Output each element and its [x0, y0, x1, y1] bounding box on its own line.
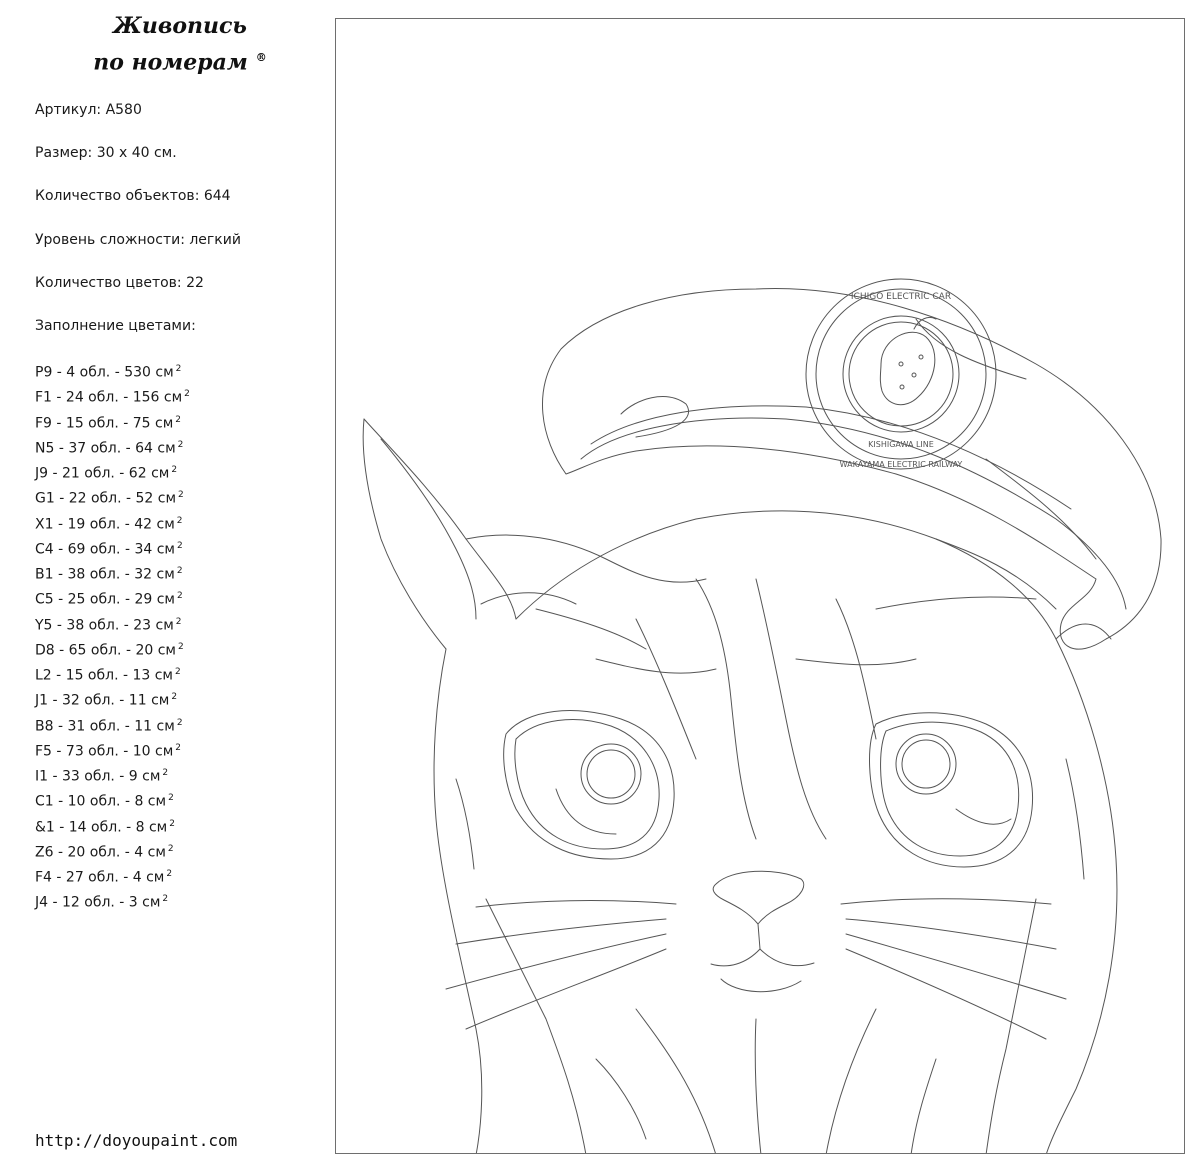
cat-nose-mouth: [711, 871, 814, 991]
palette-item-label: I1 - 33 обл. - 9 см: [35, 768, 161, 785]
palette-item: [35, 485, 190, 510]
palette-item-unit-power: 2: [184, 389, 190, 400]
palette-item-label: G1 - 22 обл. - 52 см: [35, 490, 177, 507]
badge-inner-text: KISHIGAWA LINE: [868, 440, 934, 449]
palette-item: [35, 359, 190, 384]
palette-item-unit-power: 2: [177, 439, 184, 450]
palette-item: [35, 713, 190, 738]
palette-item-unit-power: 2: [171, 692, 178, 703]
objects-count-text: Количество объектов: 644: [35, 188, 231, 205]
palette-item-unit-power: 2: [175, 667, 181, 677]
palette-item-label: &1 - 14 обл. - 8 см: [35, 819, 168, 836]
article-text: Артикул: А580: [35, 102, 142, 118]
cat-whiskers: [446, 597, 1066, 1039]
palette-item-unit-power: 2: [176, 717, 183, 728]
palette-item: [35, 410, 190, 435]
palette-item: [35, 763, 190, 788]
registered-mark: ®: [255, 51, 267, 64]
palette-item-label: J1 - 32 обл. - 11 см: [35, 692, 170, 709]
palette-item-label: F4 - 27 обл. - 4 см: [35, 869, 165, 886]
cat-head: [363, 419, 1117, 1154]
palette-list: [35, 359, 190, 915]
palette-item-unit-power: 2: [167, 843, 174, 854]
palette-item: [35, 662, 190, 687]
cat-left-eye: [504, 711, 674, 859]
palette-item: [35, 384, 190, 409]
product-info: [35, 100, 241, 359]
palette-item: [35, 511, 190, 536]
colors-count-text: Количество цветов: 22: [35, 274, 204, 291]
palette-item-label: C4 - 69 обл. - 34 см: [35, 541, 175, 558]
palette-item-unit-power: 2: [162, 768, 169, 778]
palette-item: [35, 889, 190, 914]
palette-item-unit-power: 2: [176, 566, 183, 576]
palette-item-unit-power: 2: [175, 414, 181, 425]
badge-top-text: ICHIGO ELECTRIC CAR: [850, 292, 952, 302]
palette-item-label: N5 - 37 обл. - 64 см: [35, 440, 176, 457]
palette-item-label: B1 - 38 обл. - 32 см: [35, 566, 175, 583]
cat-forehead: [596, 579, 916, 839]
cat-fur: [456, 759, 1084, 1154]
brand-line-2: [60, 42, 300, 78]
palette-item-unit-power: 2: [166, 869, 173, 879]
palette-item: [35, 687, 190, 712]
palette-item-label: Y5 - 38 обл. - 23 см: [35, 617, 174, 634]
cat-lineart: [336, 19, 1185, 1154]
palette-item-unit-power: 2: [176, 515, 183, 526]
palette-item-label: X1 - 19 обл. - 42 см: [35, 516, 175, 533]
palette-item-label: J4 - 12 обл. - 3 см: [35, 894, 161, 911]
palette-item-unit-power: 2: [175, 742, 181, 753]
palette-item-label: C1 - 10 обл. - 8 см: [35, 793, 167, 810]
brand-logo: [60, 10, 300, 78]
palette-item-label: J9 - 21 обл. - 62 см: [35, 465, 170, 482]
difficulty-text: Уровень сложности: легкий: [35, 231, 241, 248]
palette-item-unit-power: 2: [171, 465, 178, 475]
size-text: Размер: 30 х 40 см.: [35, 145, 177, 162]
palette-item: [35, 435, 190, 460]
palette-item-unit-power: 2: [176, 591, 183, 602]
palette-item-unit-power: 2: [162, 894, 169, 905]
cat-right-eye: [870, 713, 1033, 867]
palette-item-label: L2 - 15 обл. - 13 см: [35, 667, 173, 684]
fill-heading: Заполнение цветами:: [35, 317, 196, 334]
palette-item-label: B8 - 31 обл. - 11 см: [35, 718, 175, 735]
palette-item-unit-power: 2: [178, 490, 184, 501]
palette-item-label: C5 - 25 обл. - 29 см: [35, 591, 175, 608]
palette-item-label: Z6 - 20 обл. - 4 см: [35, 844, 166, 861]
palette-item: [35, 738, 190, 763]
coloring-canvas: [335, 18, 1185, 1154]
palette-item-unit-power: 2: [177, 641, 184, 652]
palette-item-unit-power: 2: [175, 616, 182, 627]
palette-item-unit-power: 2: [169, 818, 175, 829]
brand-line-1: Живопись: [113, 13, 247, 39]
palette-item-unit-power: 2: [175, 364, 182, 374]
palette-item-label: F1 - 24 обл. - 156 см: [35, 389, 183, 406]
badge-bottom-text: WAKAYAMA ELECTRIC RAILWAY: [839, 460, 963, 469]
palette-item: [35, 637, 190, 662]
palette-item: [35, 536, 190, 561]
palette-item: [35, 460, 190, 485]
palette-item-label: F9 - 15 обл. - 75 см: [35, 415, 174, 432]
palette-item: [35, 839, 190, 864]
website-link[interactable]: http://doyoupaint.com: [35, 1131, 238, 1150]
palette-item-label: D8 - 65 обл. - 20 см: [35, 642, 176, 659]
palette-item: [35, 864, 190, 889]
palette-item: [35, 788, 190, 813]
palette-item: [35, 612, 190, 637]
palette-item-unit-power: 2: [168, 793, 174, 804]
palette-item: [35, 586, 190, 611]
palette-item-unit-power: 2: [176, 540, 183, 551]
palette-item: [35, 561, 190, 586]
brand-line-2-text: по номерам: [93, 49, 248, 76]
palette-item: [35, 814, 190, 839]
palette-item-label: F5 - 73 обл. - 10 см: [35, 743, 174, 760]
palette-item-label: P9 - 4 обл. - 530 см: [35, 364, 174, 381]
